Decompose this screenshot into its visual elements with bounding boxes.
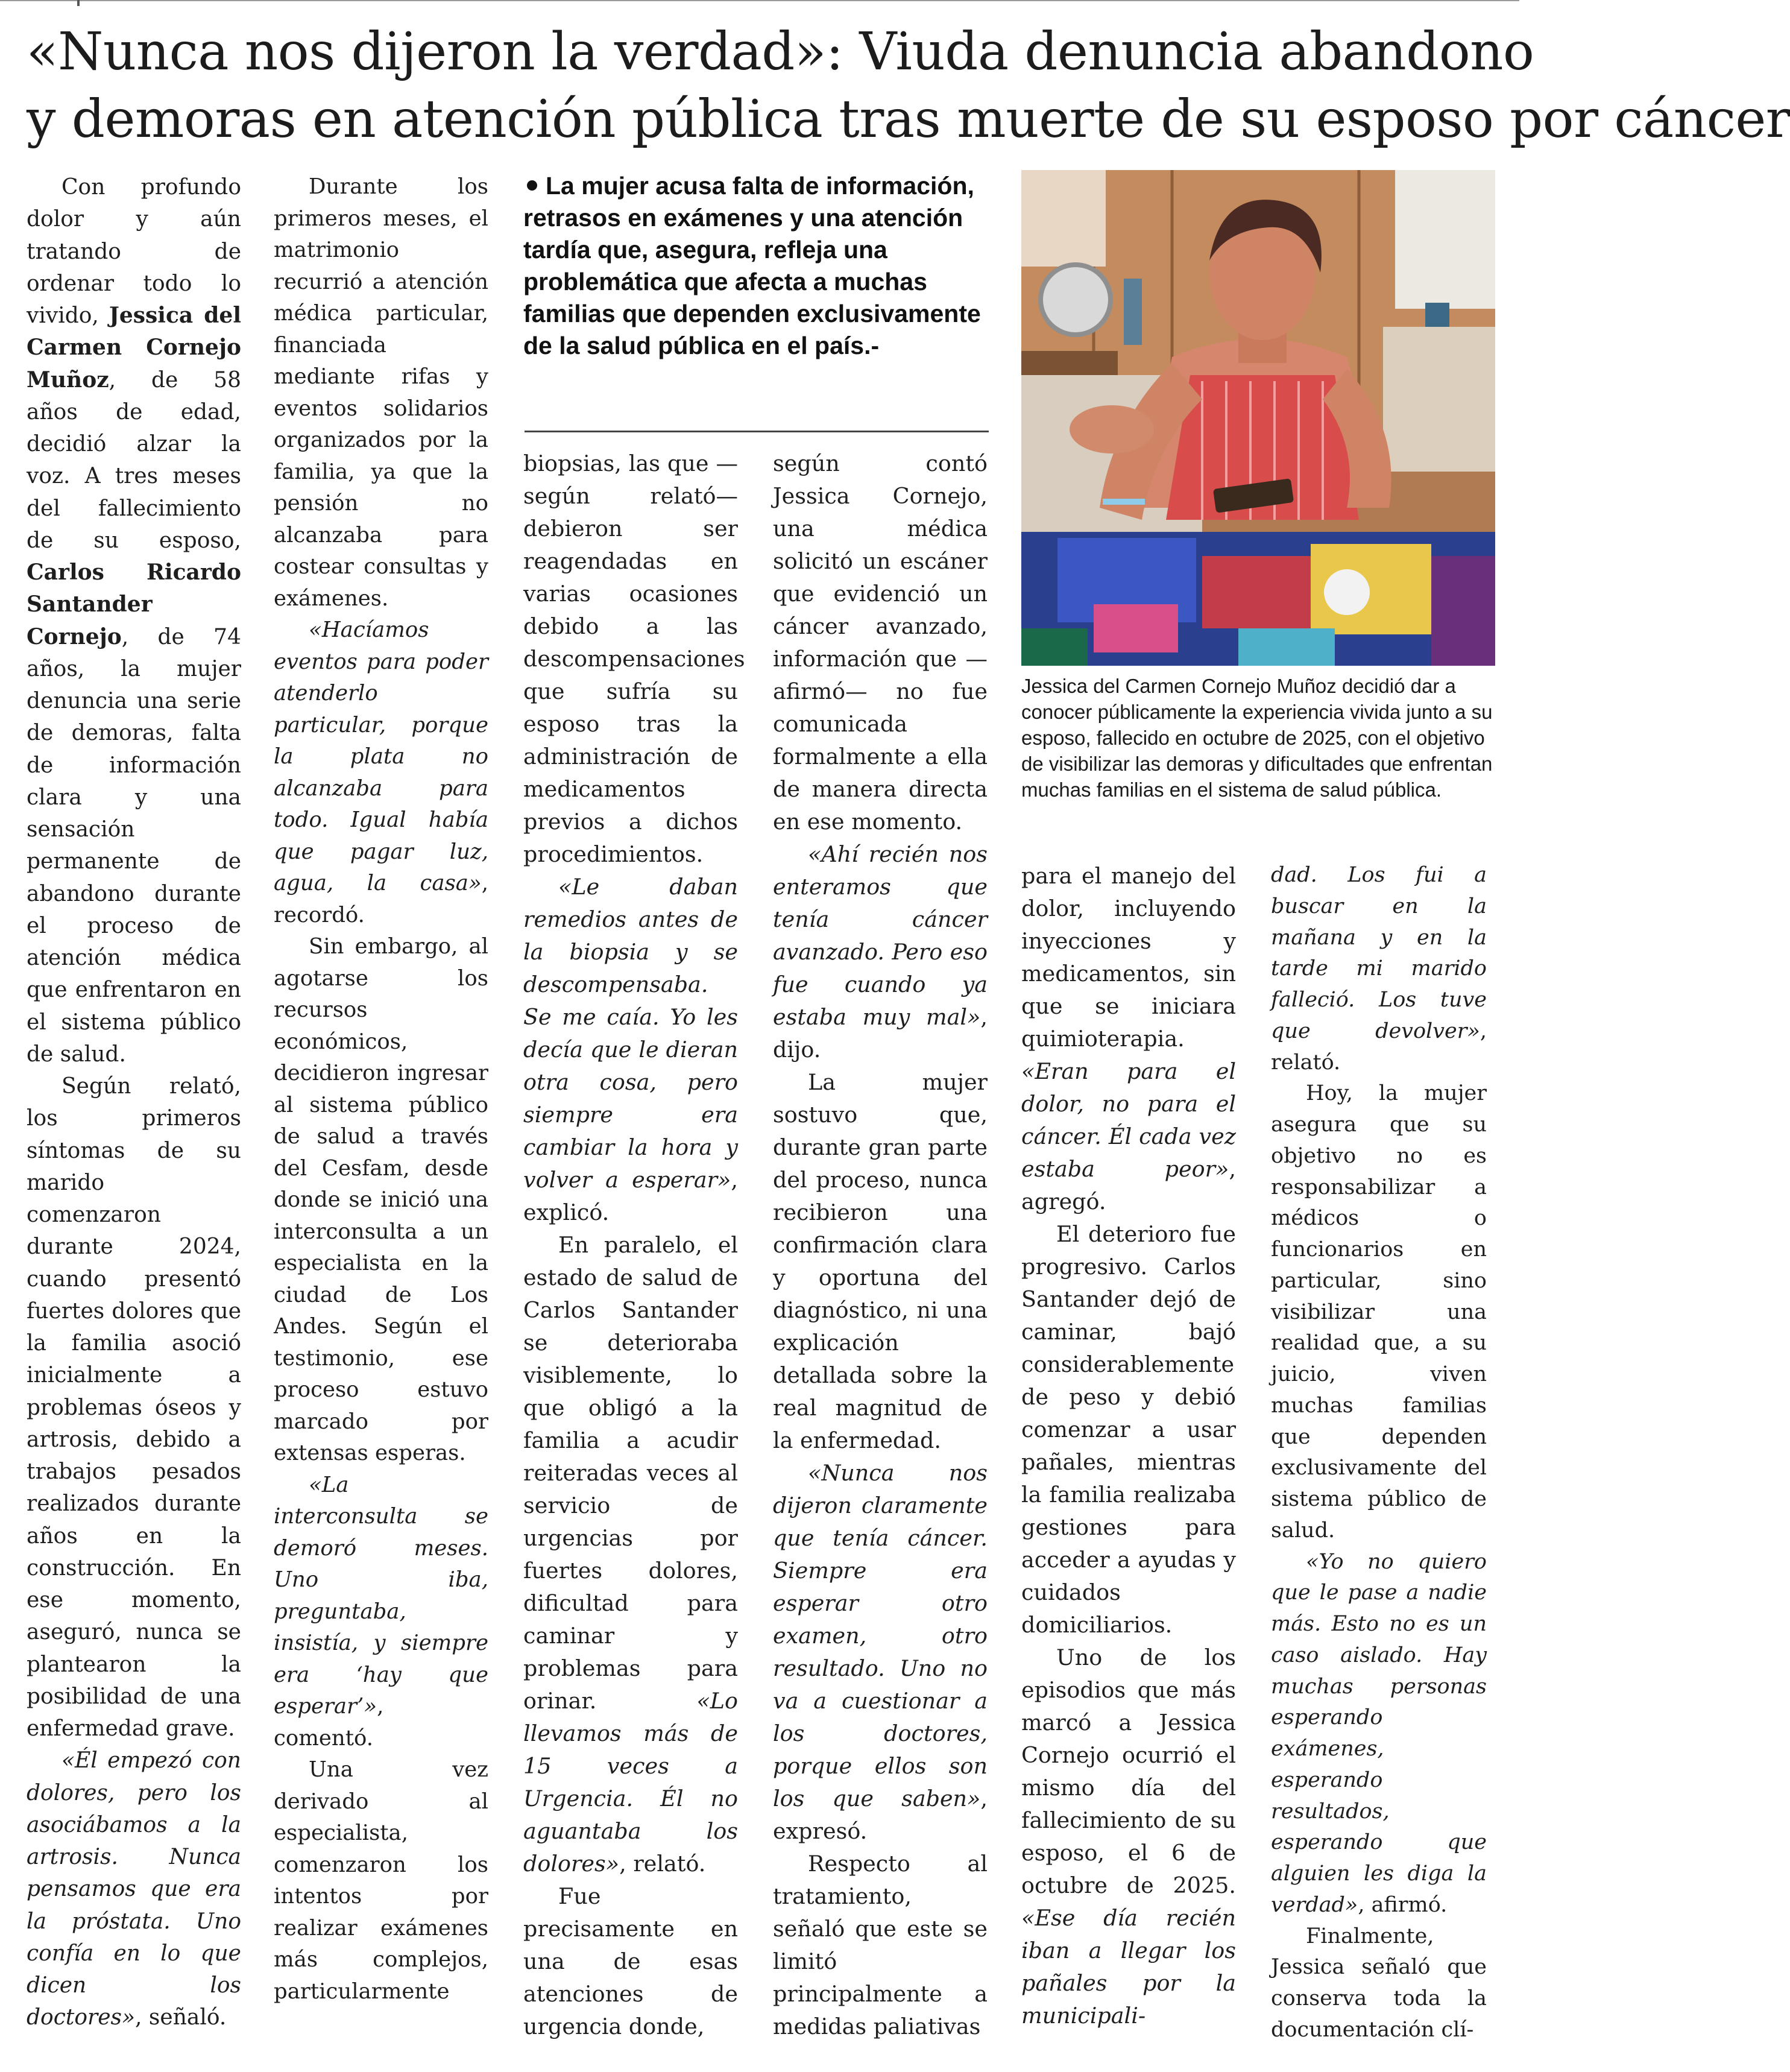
quote-paragraph: «Le daban remedios antes de la biopsia y se descompensaba. Se me caía. Yo les decía que le dieran otra cosa, pero siempre era cambiar la hora y volver a esperar», explicó. (523, 874, 738, 1225)
paragraph: biopsias, las que —según relató— debieron ser reagendadas en varias ocasiones debido a las descompensaciones que sufría su esposo tras la administración de medicamentos previos a dichos procedimientos. (523, 450, 745, 867)
paragraph: Con profundo dolor y aún tratando de ordenar todo lo vivido, Jessica del Carmen Cornejo Muñoz, de 58 años de edad, decidió alzar la voz. A tres meses del fallecimiento de su esposo, Carlos Ricardo Santander Cornejo, de 74 años, la mujer denuncia una serie de demoras, falta de información clara y una sensación permanente de abandono durante el proceso de atención médica que enfrentaron en el sistema público de salud. (27, 175, 241, 1067)
paragraph: Según relató, los primeros síntomas de su marido comenzaron durante 2024, cuando presentó fuertes dolores que la familia asoció inicialmente a problemas óseos y artrosis, debido a trabajos pesados realizados durante años en la construcción. En ese momento, aseguró, nunca se plantearon la posibilidad de una enfermedad grave. (27, 1074, 241, 1741)
headline-line-2: y demoras en atención pública tras muerte de su esposo por cáncer (27, 89, 1790, 150)
article-column-3 (523, 447, 745, 2043)
article-column-6 (1271, 860, 1487, 2046)
quote-paragraph: «Ahí recién nos enteramos que tenía cáncer avanzado. Pero eso fue cuando ya estaba muy mal», dijo. (773, 841, 988, 1063)
paragraph: Sin embargo, al agotarse los recursos económicos, decidieron ingresar al sistema público de salud a través del Cesfam, desde donde se inició una interconsulta a un especialista en la ciudad de Los Andes. Según el testimonio, ese proceso estuvo marcado por extensas esperas. (274, 934, 488, 1465)
article-column-2 (274, 171, 488, 2007)
paragraph: En paralelo, el estado de salud de Carlos Santander se deterioraba visiblemente, lo que obligó a la familia a acudir reiteradas veces al servicio de urgencias por fuertes dolores, dificultad para caminar y problemas para orinar. «Lo llevamos más de 15 veces a Urgencia. Él no aguantaba los dolores», relató. (523, 1232, 738, 1877)
top-mark (77, 0, 80, 6)
paragraph: Respecto al tratamiento, señaló que este se limitó principalmente a medidas paliativas (773, 1851, 988, 2039)
headline-line-1: «Nunca nos dijeron la verdad»: Viuda denuncia abandono (27, 22, 1534, 82)
paragraph: Uno de los episodios que más marcó a Jessica Cornejo ocurrió el mismo día del fallecimiento de su esposo, el 6 de octubre de 2025. «Ese día recién iban a llegar los pañales por la municipali- (1021, 1644, 1236, 2029)
paragraph: según contó Jessica Cornejo, una médica solicitó un escáner que evidenció un cáncer avanzado, información que —afirmó— no fue comunicada formalmente a ella de manera directa en ese momento. (773, 450, 988, 835)
deck-divider (525, 431, 989, 432)
woman-at-table-photo (1021, 170, 1495, 666)
quote-paragraph: «Yo no quiero que le pase a nadie más. Esto no es un caso aislado. Hay muchas personas esperando exámenes, esperando resultados, esperando que alguien les diga la verdad», afirmó. (1271, 1549, 1487, 1917)
quote-paragraph: «Nunca nos dijeron claramente que tenía cáncer. Siempre era esperar otro examen, otro resultado. Uno no va a cuestionar a los doctores, porque ellos son los que saben», expresó. (773, 1460, 988, 1844)
paragraph: Durante los primeros meses, el matrimonio recurrió a atención médica particular, financiada mediante rifas y eventos solidarios organizados por la familia, ya que la pensión no alcanzaba para costear consultas y exámenes. (274, 174, 488, 611)
top-rule (0, 0, 1519, 5)
photo-illustration (1021, 170, 1495, 666)
paragraph: El deterioro fue progresivo. Carlos Santander dejó de caminar, bajó considerablemente de peso y debió comenzar a usar pañales, mientras la familia realizaba gestiones para acceder a ayudas y cuidados domiciliarios. (1021, 1221, 1236, 1638)
quote-paragraph: dad. Los fui a buscar en la mañana y en la tarde mi marido falleció. Los tuve que devolver», relató. (1271, 863, 1487, 1075)
quote-paragraph: «Él empezó con dolores, pero los asociábamos a la artrosis. Nunca pensamos que era la próstata. Uno confía en lo que dicen los doctores», señaló. (27, 1748, 241, 2030)
paragraph: Fue precisamente en una de esas atenciones de urgencia donde, (523, 1883, 738, 2039)
article-column-4 (773, 447, 988, 2043)
paragraph: La mujer sostuvo que, durante gran parte del proceso, nunca recibieron una confirmación clara y oportuna del diagnóstico, ni una explicación detallada sobre la real magnitud de la enfermedad. (773, 1069, 988, 1453)
quote-paragraph: «Hacíamos eventos para poder atenderlo particular, porque la plata no alcanzaba para todo. Igual había que pagar luz, agua, la casa», recordó. (274, 617, 488, 927)
article-headline (27, 18, 1790, 153)
bullet-icon (527, 180, 537, 191)
paragraph: Hoy, la mujer asegura que su objetivo no es responsabilizar a médicos o funcionarios en particular, sino visibilizar una realidad que, a su juicio, viven muchas familias que dependen exclusivamente del sistema público de salud. (1271, 1081, 1487, 1543)
deck-text: La mujer acusa falta de información, retrasos en exámenes y una atención tardía que, asegura, refleja una problemática que afecta a muchas familias que dependen exclusivamente de la salud pública en el país.- (523, 172, 981, 359)
quote-paragraph: «La interconsulta se demoró meses. Uno iba, preguntaba, insistía, y siempre era ‘hay que esperar’», comentó. (274, 1472, 488, 1751)
paragraph: Una vez derivado al especialista, comenzaron los intentos por realizar exámenes más complejos, particularmente (274, 1757, 488, 2004)
article-deck (523, 170, 988, 362)
article-column-1 (27, 171, 241, 2034)
paragraph: Finalmente, Jessica señaló que conserva toda la documentación clí- (1271, 1924, 1487, 2042)
photo-caption: Jessica del Carmen Cornejo Muñoz decidió dar a conocer públicamente la experiencia vivida junto a su esposo, fallecido en octubre de 2025, con el objetivo de visibilizar las demoras y dificultades que enfrentan muchas familias en el sistema de salud pública. (1021, 675, 1493, 801)
article-column-5 (1021, 860, 1236, 2032)
paragraph: para el manejo del dolor, incluyendo inyecciones y medicamentos, sin que se iniciara quimioterapia. «Eran para el dolor, no para el cáncer. Él cada vez estaba peor», agregó. (1021, 863, 1236, 1214)
